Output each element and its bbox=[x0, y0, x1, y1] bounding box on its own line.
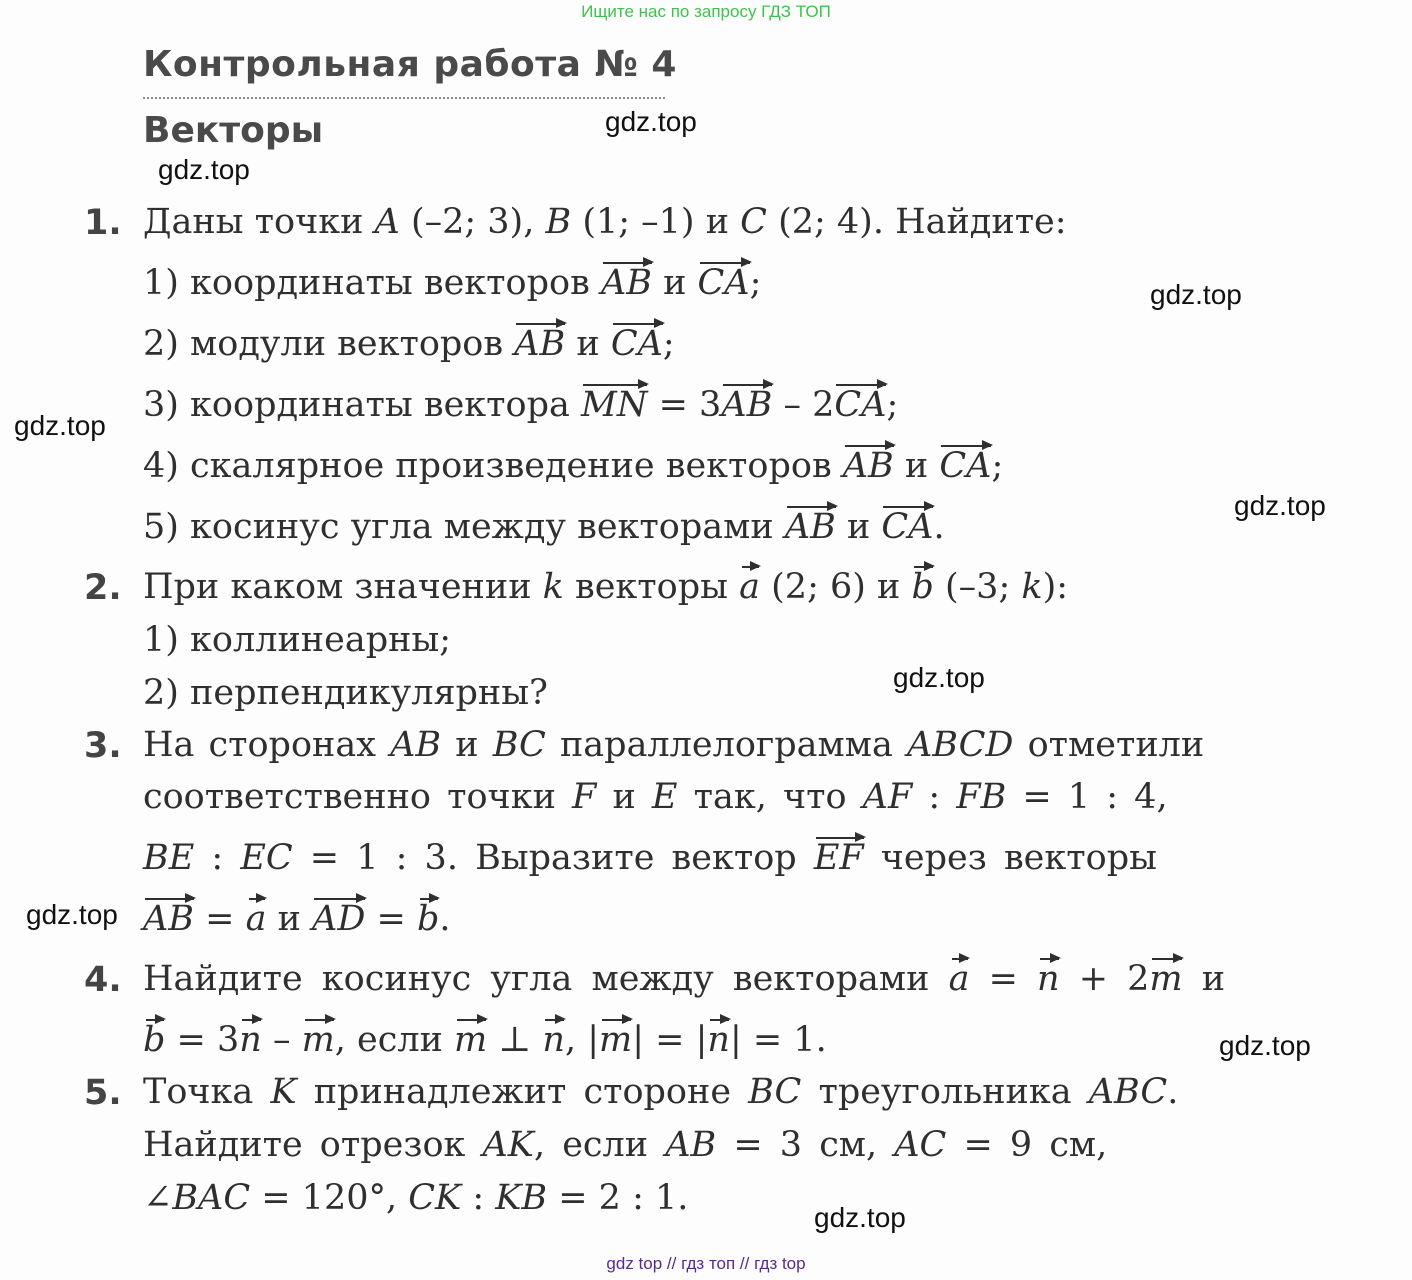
problem-number: 4. bbox=[84, 960, 122, 1000]
problem-5-line-2: Найдите отрезок AK, если AB = 3 см, AC = 9 см, bbox=[143, 1125, 1108, 1165]
problem-2-line-2: 1) коллинеарны; bbox=[143, 620, 452, 660]
watermark: gdz.top bbox=[893, 662, 985, 693]
footer-links: gdz top // гдз топ // гдз top bbox=[606, 1254, 806, 1273]
problem-1-line-5: 4) скалярное произведение векторов AB и CA; bbox=[143, 446, 1004, 486]
problem-1-line-2: 1) координаты векторов AB и CA; bbox=[143, 263, 762, 303]
problem-3-line-4: AB = a и AD = b. bbox=[143, 899, 451, 939]
problem-3-line-2: соответственно точки F и E так, что AF : FB = 1 : 4, bbox=[143, 777, 1168, 817]
search-hint: Ищите нас по запросу ГДЗ ТОП bbox=[581, 2, 831, 21]
watermark: gdz.top bbox=[158, 154, 250, 185]
watermark: gdz.top bbox=[26, 899, 118, 930]
problem-3-line-3: BE : EC = 1 : 3. Выразите вектор EF через векторы bbox=[143, 838, 1157, 878]
problem-number: 5. bbox=[84, 1073, 122, 1113]
page-title: Контрольная работа № 4 bbox=[143, 44, 677, 85]
watermark: gdz.top bbox=[1234, 490, 1326, 521]
problem-3-line-1: На сторонах AB и BC параллелограмма ABCD отметили bbox=[143, 725, 1205, 765]
problem-4-line-2: b = 3n – m, если m ⊥ n, |m| = |n| = 1. bbox=[143, 1020, 827, 1060]
watermark: gdz.top bbox=[605, 106, 697, 137]
page-subtitle: Векторы bbox=[143, 110, 324, 151]
problem-number: 1. bbox=[84, 203, 122, 243]
problem-2-line-3: 2) перпендикулярны? bbox=[143, 673, 548, 713]
problem-number: 2. bbox=[84, 568, 122, 608]
problem-2-line-1: При каком значении k векторы a (2; 6) и b (–3; k): bbox=[143, 567, 1069, 607]
title-underline bbox=[143, 97, 665, 99]
watermark: gdz.top bbox=[814, 1202, 906, 1233]
problem-5-line-1: Точка K принадлежит стороне BC треугольника ABC. bbox=[143, 1072, 1179, 1112]
watermark: gdz.top bbox=[14, 410, 106, 441]
problem-4-line-1: Найдите косинус угла между векторами a = n + 2m и bbox=[143, 959, 1226, 999]
problem-number: 3. bbox=[84, 726, 122, 766]
watermark: gdz.top bbox=[1219, 1030, 1311, 1061]
watermark: gdz.top bbox=[1150, 279, 1242, 310]
problem-1-line-1: Даны точки A (–2; 3), B (1; –1) и C (2; 4). Найдите: bbox=[143, 202, 1067, 242]
problem-5-line-3: ∠BAC = 120°, CK : KB = 2 : 1. bbox=[143, 1178, 689, 1218]
problem-1-line-4: 3) координаты вектора MN = 3AB – 2CA; bbox=[143, 385, 899, 425]
problem-1-line-3: 2) модули векторов AB и CA; bbox=[143, 324, 675, 364]
problem-1-line-6: 5) косинус угла между векторами AB и CA. bbox=[143, 507, 945, 547]
